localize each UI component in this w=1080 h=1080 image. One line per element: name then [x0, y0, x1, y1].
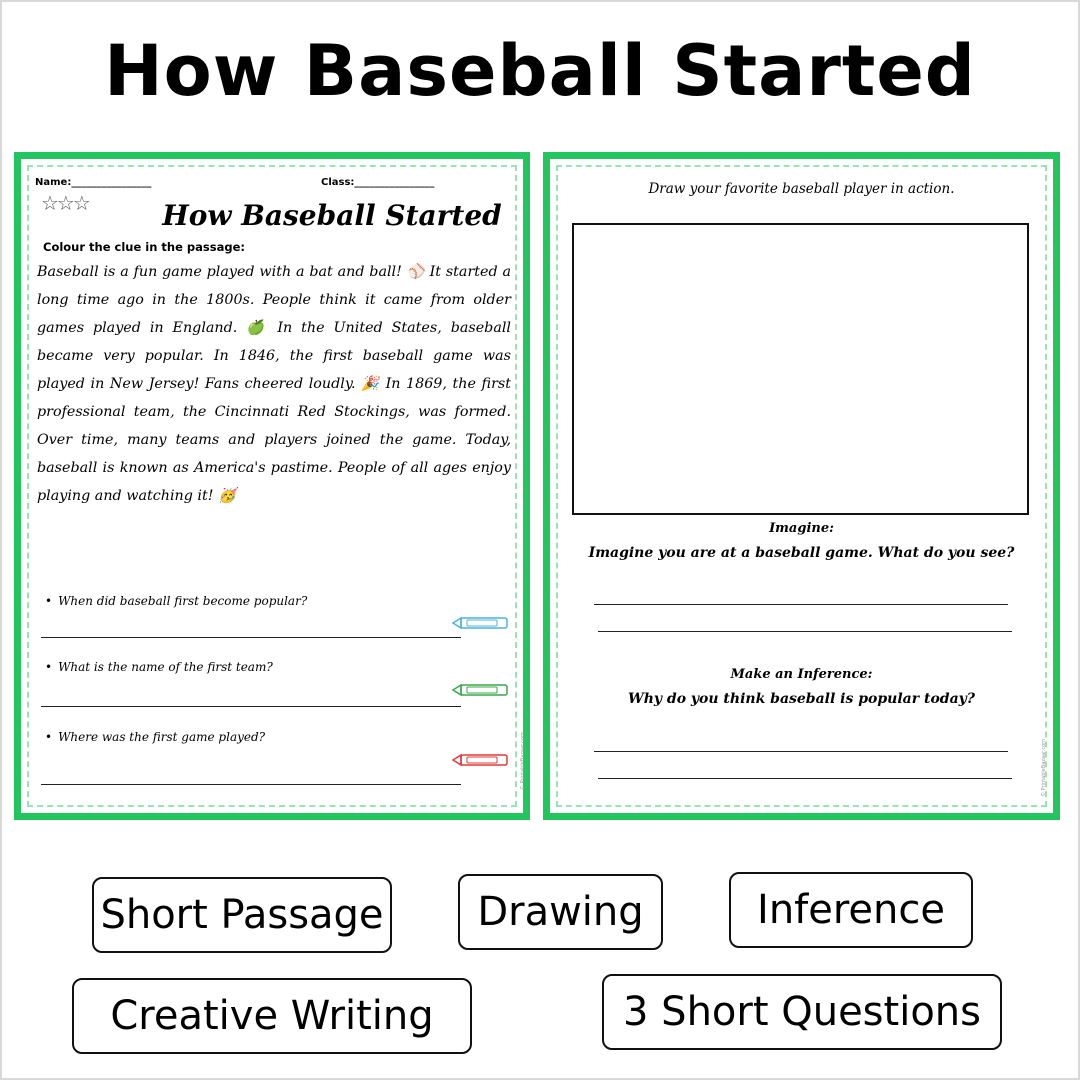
worksheet-sheet: [550, 159, 1053, 813]
question-text: When did baseball first become popular?: [58, 594, 308, 608]
blue-crayon-icon: [451, 615, 511, 631]
copyright-text-left: © PrintableBazaar.com: [520, 732, 526, 790]
clue-instruction: Colour the clue in the passage:: [43, 240, 245, 254]
tag-inference: Inference: [729, 872, 973, 948]
red-crayon-icon: [451, 752, 511, 768]
inference-label: Make an Inference:: [730, 667, 873, 682]
worksheet-sheet: [21, 159, 523, 813]
rating-stars-icon: ☆☆☆: [41, 191, 89, 215]
drawing-box[interactable]: [572, 223, 1029, 515]
question-2: • What is the name of the first team?: [45, 660, 273, 674]
writing-line[interactable]: [598, 631, 1012, 632]
copyright-text: © PrintableBazaar.com: [1041, 739, 1047, 797]
draw-instruction: Draw your favorite baseball player in action.: [648, 181, 955, 197]
writing-line[interactable]: [598, 778, 1012, 779]
answer-line-2[interactable]: [41, 706, 461, 707]
question-text: What is the name of the first team?: [58, 660, 273, 674]
inference-question: Why do you think baseball is popular today?: [628, 691, 975, 707]
worksheet-preview-drawing: [543, 152, 1060, 820]
tag-creative-writing: Creative Writing: [72, 978, 472, 1054]
class-field-label: Class:________________: [321, 177, 435, 188]
main-title: How Baseball Started: [104, 30, 976, 112]
worksheet-preview-reading: [14, 152, 530, 820]
writing-line[interactable]: [594, 604, 1008, 605]
question-text: Where was the first game played?: [58, 730, 266, 744]
imagine-label: Imagine:: [769, 521, 834, 536]
green-crayon-icon: [451, 682, 511, 698]
reading-passage: Baseball is a fun game played with a bat and ball! ⚾ It started a long time ago in the 1800s. People think it came from older games played in England. 🍏 In the United States, baseball became very popular. In 1846, the first baseball game was played in New Jersey! Fans cheered loudly. 🎉 In 1869, the first professional team, the Cincinnati Red Stockings, was formed. Over time, many teams and players joined the game. Today, baseball is known as America's pastime. People of all ages enjoy playing and watching it! 🥳: [37, 264, 511, 504]
imagine-question: Imagine you are at a baseball game. What do you see?: [588, 545, 1015, 561]
worksheet-title: How Baseball Started: [162, 199, 502, 232]
tag-short-passage: Short Passage: [92, 877, 392, 953]
question-3: • Where was the first game played?: [45, 730, 266, 744]
answer-line-3[interactable]: [41, 784, 461, 785]
name-field-label: Name:________________: [35, 177, 152, 188]
tag-drawing: Drawing: [458, 874, 663, 950]
answer-line-1[interactable]: [41, 637, 461, 638]
writing-line[interactable]: [594, 751, 1008, 752]
tag-3-short-questions: 3 Short Questions: [602, 974, 1002, 1050]
question-1: • When did baseball first become popular?: [45, 594, 308, 608]
